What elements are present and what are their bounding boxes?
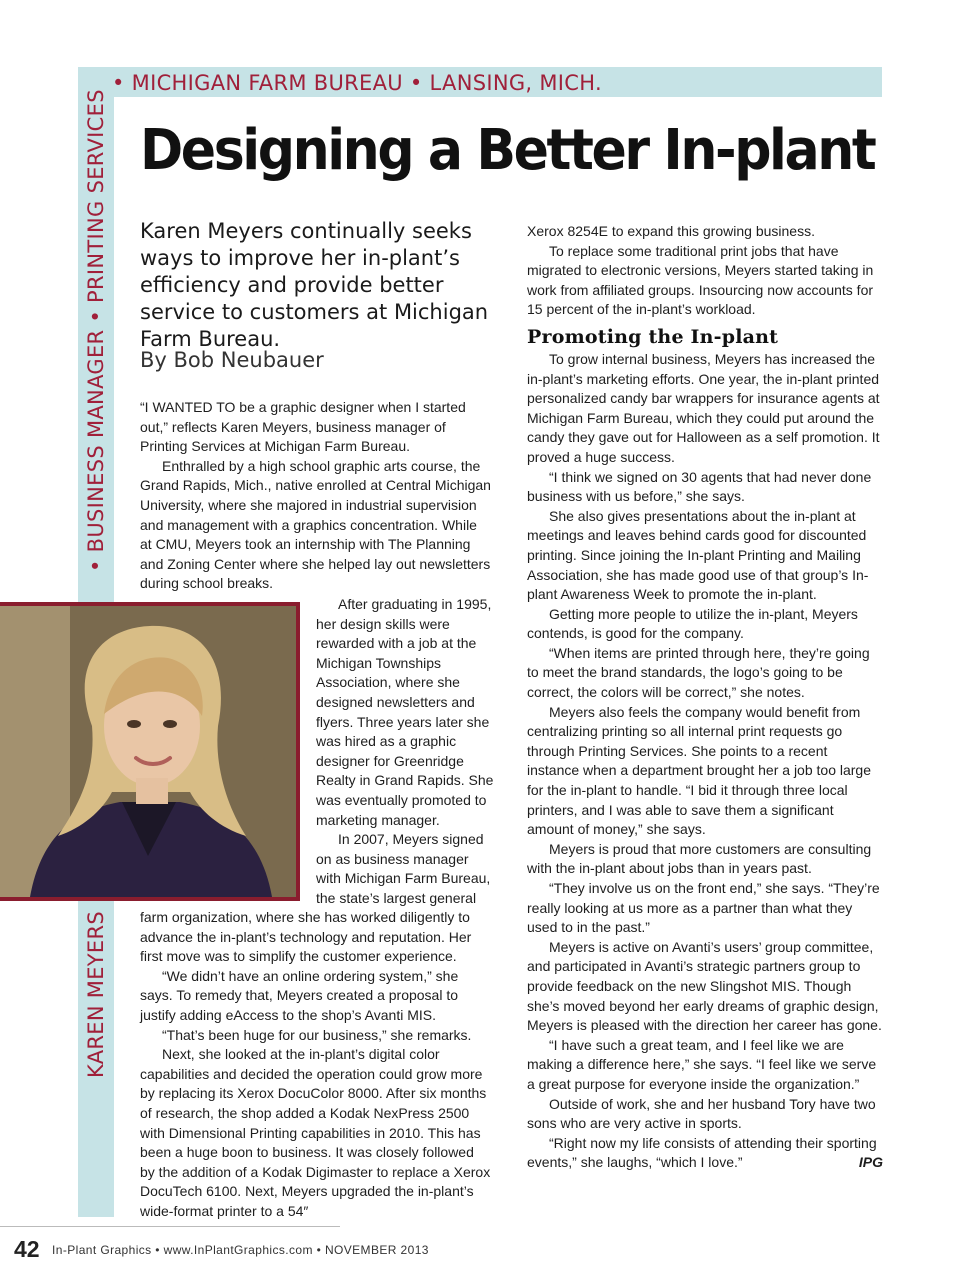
body-paragraph: Enthralled by a high school graphic arts course, the Grand Rapids, Mich., native enrolled at Central Michigan University, where she majored in industrial supervision and management with a graphics concentration. While at CMU, Meyers took an internship with The Planning and Zoning Center where she helped lay out newsletters during school breaks.: [140, 457, 491, 592]
body-paragraph: “We didn’t have an online ordering system,” she says. To remedy that, Meyers created a proposal to justify adding eAccess to the shop’s Avanti MIS.: [140, 967, 459, 1023]
final-paragraph-text: “Right now my life consists of attending their sporting events,” she laughs, “which I love.”: [527, 1134, 877, 1171]
body-paragraph: “I think we signed on 30 agents that had never done business with us before,” she says.: [527, 468, 872, 505]
body-paragraph: Xerox 8254E to expand this growing business.: [527, 223, 815, 239]
publication-line: In-Plant Graphics • www.InPlantGraphics.com • NOVEMBER 2013: [52, 1242, 429, 1257]
body-paragraph: Meyers is proud that more customers are consulting with the in-plant about jobs than in years past.: [527, 840, 872, 877]
body-paragraph: “They involve us on the front end,” she says. “They’re really looking at us more as a partner than what they used to in the past.”: [527, 880, 880, 936]
body-paragraph: To grow internal business, Meyers has increased the in-plant’s marketing efforts. One year, the in-plant printed personalized candy bar wrappers for insurance agents at Michigan Farm Bureau, which they could put around the candy they gave out for Halloween as a self promotion. It proved a huge success.: [527, 350, 880, 465]
body-paragraph: farm organization, where she has worked diligently to advance the in-plant’s technology and reputation. Her first move was to simplify the customer experience.: [140, 909, 472, 965]
body-paragraph: Outside of work, she and her husband Tory have two sons who are very active in sports.: [527, 1095, 876, 1132]
article-deck: Karen Meyers continually seeks ways to improve her in-plant’s efficiency and provide better service to customers at Michigan Farm Bureau.: [140, 219, 489, 351]
article-byline: By Bob Neubauer: [140, 348, 324, 372]
body-paragraph: Next, she looked at the in-plant’s digital color capabilities and decided the operation could grow more by replacing its Xerox DocuColor 8000. After six months of research, the shop added a Kodak NexPress 2500 with Dimensional Printing capabilities in 2010. This has been a huge boon to business. It was closely followed by the addition of a Kodak Digimaster to replace a Xerox DocuTech 6100. Next, Meyers upgraded the in-plant’s wide-format printer to a 54″: [140, 1046, 491, 1219]
vertical-job-title: • BUSINESS MANAGER • PRINTING SERVICES: [84, 89, 108, 572]
final-paragraph: [527, 1134, 883, 1173]
section-kicker: • MICHIGAN FARM BUREAU • LANSING, MICH.: [112, 71, 602, 95]
body-paragraph: After graduating in 1995, her design skills were rewarded with a job at the Michigan Townships Association, where she designed newsletters and flyers. Three years later she was hired as a graphic designer for Greenridge Realty in Grand Rapids. She was eventually promoted to marketing manager.: [316, 596, 494, 828]
subhead: Promoting the In-plant: [527, 325, 779, 348]
end-signoff: IPG: [858, 1154, 883, 1171]
body-paragraph: Getting more people to utilize the in-plant, Meyers contends, is good for the company.: [527, 605, 858, 642]
portrait-illustration: [0, 606, 296, 897]
body-paragraph: “I have such a great team, and I feel like we are making a difference here,” she says. “I feel like we serve a great purpose for everyone inside the organization.”: [527, 1036, 877, 1092]
body-paragraph: She also gives presentations about the in-plant at meetings and leaves behind cards good for discounted printing. Since joining the In-plant Printing and Mailing Association, she has made good use of that group’s In-plant Awareness Week to promote the in-plant.: [527, 507, 869, 603]
left-column-top: [140, 398, 492, 594]
page-footer: [14, 1236, 429, 1263]
right-column: [527, 222, 883, 1173]
left-column-bottom: [140, 908, 492, 1222]
body-paragraph: Meyers also feels the company would benefit from centralizing printing so all internal print requests go through Printing Services. She points to a recent instance when a department brought her a job too large for the in-plant to handle. “I bid it through three local printers, and I was able to save them a significant amount of money,” she says.: [527, 703, 872, 838]
portrait-photo: [0, 606, 296, 897]
vertical-person-name: KAREN MEYERS: [84, 910, 108, 1078]
body-paragraph: In 2007, Meyers signed on as business manager with Michigan Farm Bureau, the state’s largest general: [316, 831, 491, 906]
left-column-wrap: [316, 595, 496, 909]
page-number: 42: [14, 1236, 40, 1262]
body-paragraph: “I WANTED TO be a graphic designer when I started out,” reflects Karen Meyers, business manager of Printing Services at Michigan Farm Bureau.: [140, 399, 466, 455]
body-paragraph: “That’s been huge for our business,” she remarks.: [162, 1026, 472, 1043]
article-title: Designing a Better In-plant: [140, 118, 875, 183]
body-paragraph: To replace some traditional print jobs that have migrated to electronic versions, Meyers started taking in work from affiliated groups. Insourcing now accounts for 15 percent of the in-plant’s workload.: [527, 242, 874, 318]
body-paragraph: Meyers is active on Avanti’s users’ group committee, and participated in Avanti’s strategic partners group to provide feedback on the new Slingshot MIS. Though she’s moved beyond her early dreams of graphic design, Meyers is pleased with the direction her career has gone.: [527, 938, 882, 1034]
body-paragraph: “When items are printed through here, they’re going to meet the brand standards, the logo’s going to be correct, the colors will be correct,” she notes.: [527, 644, 870, 701]
footer-rule: [0, 1226, 340, 1227]
